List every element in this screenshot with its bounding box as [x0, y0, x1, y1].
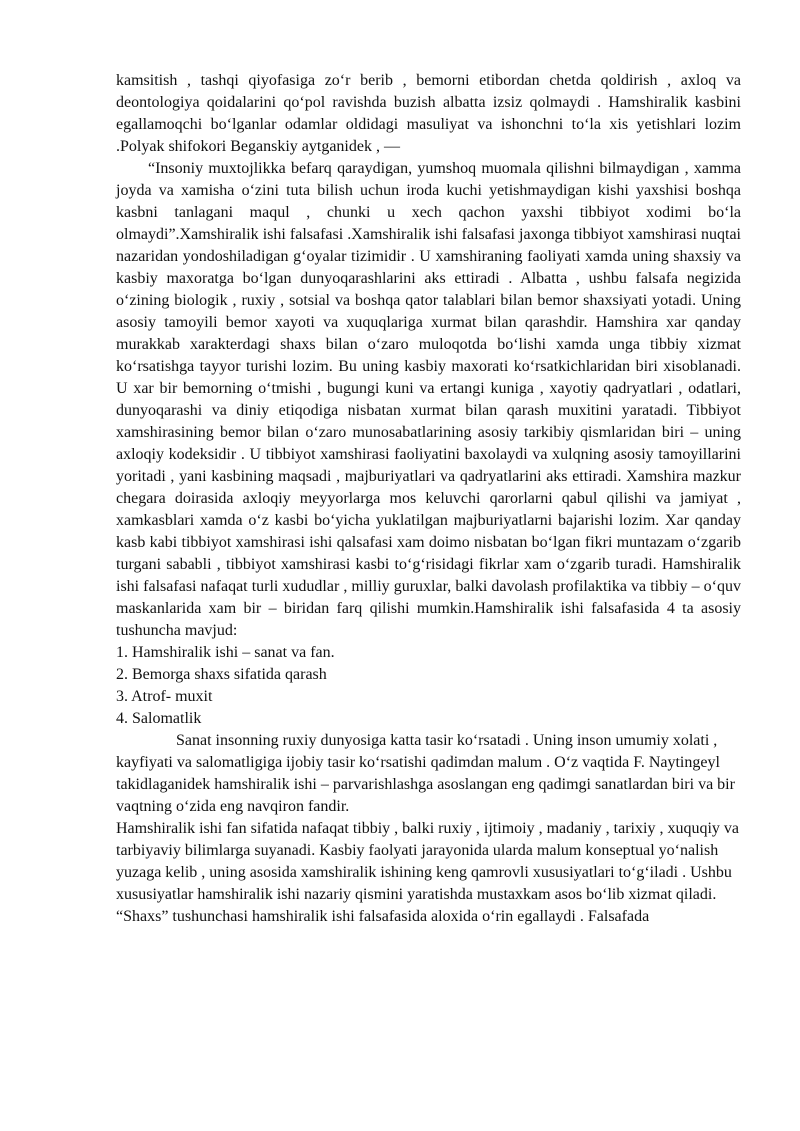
concept-list: [116, 642, 741, 730]
paragraph-3: Sanat insonning ruxiy dunyosiga katta tasir ko‘rsatadi . Uning inson umumiy xolati , kayfiyati va salomatligiga ijobiy tasir ko‘rsatishi qadimdan malum . O‘z vaqtida F. Naytingeyl takidlaganidek hamshiralik ishi – parvarishlashga asoslangan eng qadimgi sanatlardan biri va bir vaqtning o‘zida eng navqiron fandir.: [116, 732, 735, 815]
list-item: 4. Salomatlik: [116, 710, 202, 727]
paragraph-2: “Insoniy muxtojlikka befarq qaraydigan, yumshoq muomala qilishni bilmaydigan , xamma joyda va xamisha o‘zini tuta bilish uchun iroda kuchi yetishmaydigan kishi yaxshisi boshqa kasbni tanlagani maqul , chunki u xech qachon yaxshi tibbiyot xodimi bo‘la olmaydi”.Xamshiralik ishi falsafasi .Xamshiralik ishi falsafasi jaxonga tibbiyot xamshirasi nuqtai nazaridan yondoshiladigan g‘oyalar tizimidir . U xamshiraning faoliyati xamda uning shaxsiy va kasbiy maxoratga bo‘lgan dunyoqarashlarini aks ettiradi . Albatta , ushbu falsafa negizida o‘zining biologik , ruxiy , sotsial va boshqa qator talablari bilan bemor shaxsiyati yotadi. Uning asosiy tamoyili bemor xayoti va xuquqlariga xurmat bilan qarashdir. Hamshira xar qanday murakkab xarakterdagi shaxs bilan o‘zaro muloqotda bo‘lishi xamda unga tibbiy xizmat ko‘rsatishga tayyor turishi lozim. Bu uning kasbiy maxorati ko‘rsatkichlaridan biri xisoblanadi. U xar bir bemorning o‘tmishi , bugungi kuni va ertangi kuniga , xayotiy qadryatlari , odatlari, dunyoqarashi va diniy etiqodiga nisbatan xurmat bilan qarash muxitini yaratadi. Tibbiyot xamshirasining bemor bilan o‘zaro munosabatlarining asosiy tarkibiy qismlaridan biri – uning axloqiy kodeksidir . U tibbiyot xamshirasi faoliyatini baxolaydi va xulqning asosiy tamoyillarini yoritadi , yani kasbining maqsadi , majburiyatlari va qadryatlarini aks ettiradi. Xamshira mazkur chegara doirasida axloqiy meyyorlarga mos keluvchi qarorlarni qabul qilishi va jamiyat , xamkasblari xamda o‘z kasbi bo‘yicha yuklatilgan majburiyatlarni bajarishi lozim. Xar qanday kasb kabi tibbiyot xamshirasi ishi qalsafasi xam doimo nisbatan bo‘lgan fikri muntazam o‘zgarib turgani sababli , tibbiyot xamshirasi kasbi to‘g‘risidagi fikrlar xam o‘zgarib turadi. Hamshiralik ishi falsafasi nafaqat turli xududlar , milliy guruxlar, balki davolash profilaktika va tibbiy – o‘quv maskanlarida xam bir – biridan farq qilishi mumkin.Hamshiralik ishi falsafasida 4 ta asosiy tushuncha mavjud:: [116, 160, 741, 639]
document-page: [116, 70, 741, 928]
list-item: 2. Bemorga shaxs sifatida qarash: [116, 666, 327, 683]
list-item: 1. Hamshiralik ishi – sanat va fan.: [116, 644, 335, 661]
paragraph-4: Hamshiralik ishi fan sifatida nafaqat tibbiy , balki ruxiy , ijtimoiy , madaniy , tarixiy , xuquqiy va tarbiyaviy bilimlarga suyanadi. Kasbiy faolyati jarayonida ularda malum konseptual yo‘nalish yuzaga kelib , uning asosida xamshiralik ishining keng qamrovli xususiyatlari to‘g‘iladi . Ushbu xususiyatlar hamshiralik ishi nazariy qismini yaratishda mustaxkam asos bo‘lib xizmat qiladi.: [116, 820, 739, 903]
list-item: 3. Atrof- muxit: [116, 688, 213, 705]
paragraph-5: “Shaxs” tushunchasi hamshiralik ishi falsafasida aloxida o‘rin egallaydi . Falsafada: [116, 908, 650, 925]
paragraph-1: kamsitish , tashqi qiyofasiga zo‘r berib , bemorni etibordan chetda qoldirish , axloq va deontologiya qoidalarini qo‘pol ravishda buzish albatta izsiz qolmaydi . Hamshiralik kasbini egallamoqchi bo‘lganlar odamlar oldidagi masuliyat va ishonchni to‘la xis yetishlari lozim .Polyak shifokori Beganskiy aytganidek , —: [116, 72, 741, 155]
